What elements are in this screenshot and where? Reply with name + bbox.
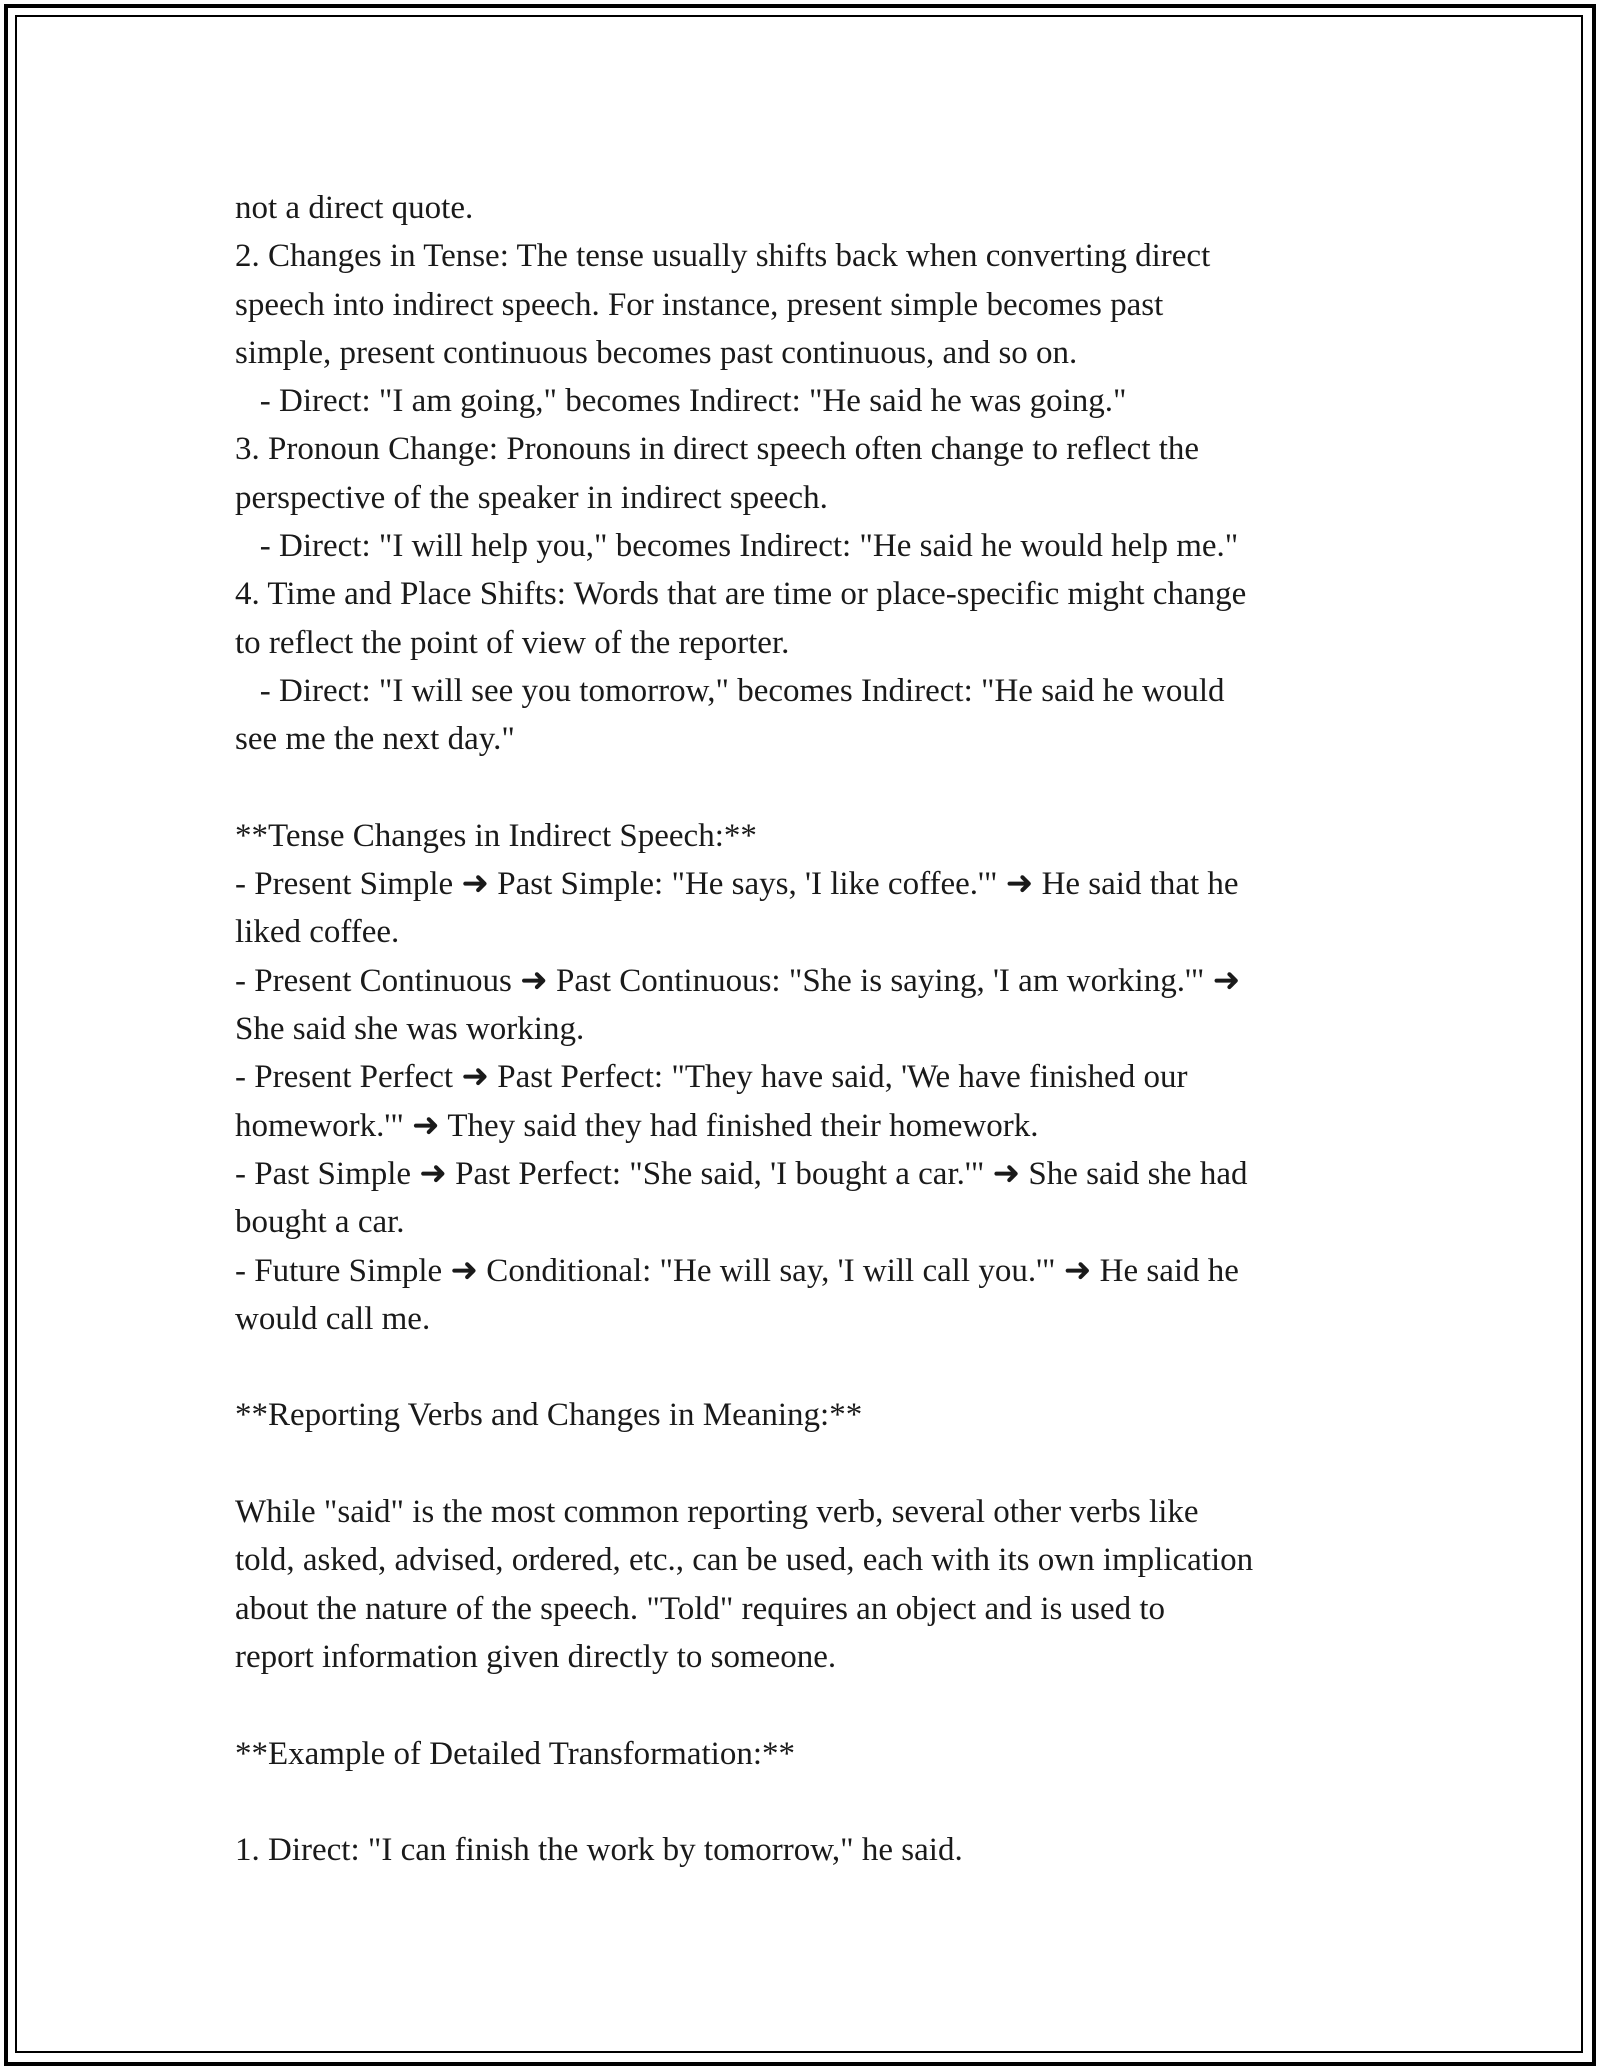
- text-line: - Past Simple ➜ Past Perfect: "She said, 'I bought a car.'" ➜ She said she had: [235, 1155, 1248, 1192]
- text-line: homework.'" ➜ They said they had finished their homework.: [235, 1107, 1039, 1144]
- section-heading: **Tense Changes in Indirect Speech:**: [235, 817, 757, 854]
- section-heading: **Example of Detailed Transformation:**: [235, 1735, 795, 1772]
- text-line: - Present Simple ➜ Past Simple: "He says, 'I like coffee.'" ➜ He said that he: [235, 866, 1239, 903]
- text-line: bought a car.: [235, 1204, 405, 1241]
- text-line: - Present Continuous ➜ Past Continuous: "She is saying, 'I am working.'" ➜: [235, 962, 1241, 999]
- text-line: 4. Time and Place Shifts: Words that are time or place-specific might change: [235, 576, 1247, 613]
- document-body: [235, 184, 1375, 1874]
- blank-line: [235, 764, 1375, 812]
- text-line: see me the next day.": [235, 721, 515, 758]
- blank-line: [235, 1681, 1375, 1729]
- text-line: not a direct quote.: [235, 190, 474, 226]
- text-line: about the nature of the speech. "Told" requires an object and is used to: [235, 1590, 1166, 1627]
- text-line: simple, present continuous becomes past continuous, and so on.: [235, 334, 1078, 371]
- blank-line: [235, 1343, 1375, 1391]
- text-line: 3. Pronoun Change: Pronouns in direct speech often change to reflect the: [235, 431, 1200, 468]
- text-line: perspective of the speaker in indirect speech.: [235, 479, 828, 516]
- text-line: would call me.: [235, 1300, 431, 1337]
- text-line: 1. Direct: "I can finish the work by tomorrow," he said.: [235, 1832, 963, 1869]
- text-line: - Future Simple ➜ Conditional: "He will say, 'I will call you.'" ➜ He said he: [235, 1252, 1239, 1289]
- text-line: speech into indirect speech. For instance, present simple becomes past: [235, 286, 1164, 323]
- blank-line: [235, 1440, 1375, 1488]
- text-line: While "said" is the most common reporting verb, several other verbs like: [235, 1494, 1199, 1531]
- text-line: 2. Changes in Tense: The tense usually shifts back when converting direct: [235, 238, 1211, 275]
- text-line: - Direct: "I will help you," becomes Indirect: "He said he would help me.": [235, 528, 1239, 565]
- text-line: told, asked, advised, ordered, etc., can be used, each with its own implication: [235, 1542, 1254, 1579]
- section-heading: **Reporting Verbs and Changes in Meaning:**: [235, 1397, 863, 1434]
- text-line: to reflect the point of view of the reporter.: [235, 624, 790, 661]
- text-line: - Direct: "I will see you tomorrow," becomes Indirect: "He said he would: [235, 672, 1225, 709]
- blank-line: [235, 1778, 1375, 1826]
- text-line: - Present Perfect ➜ Past Perfect: "They have said, 'We have finished our: [235, 1059, 1188, 1096]
- text-line: - Direct: "I am going," becomes Indirect: "He said he was going.": [235, 383, 1127, 420]
- text-line: She said she was working.: [235, 1011, 585, 1048]
- text-line: report information given directly to someone.: [235, 1638, 837, 1675]
- text-line: liked coffee.: [235, 914, 400, 951]
